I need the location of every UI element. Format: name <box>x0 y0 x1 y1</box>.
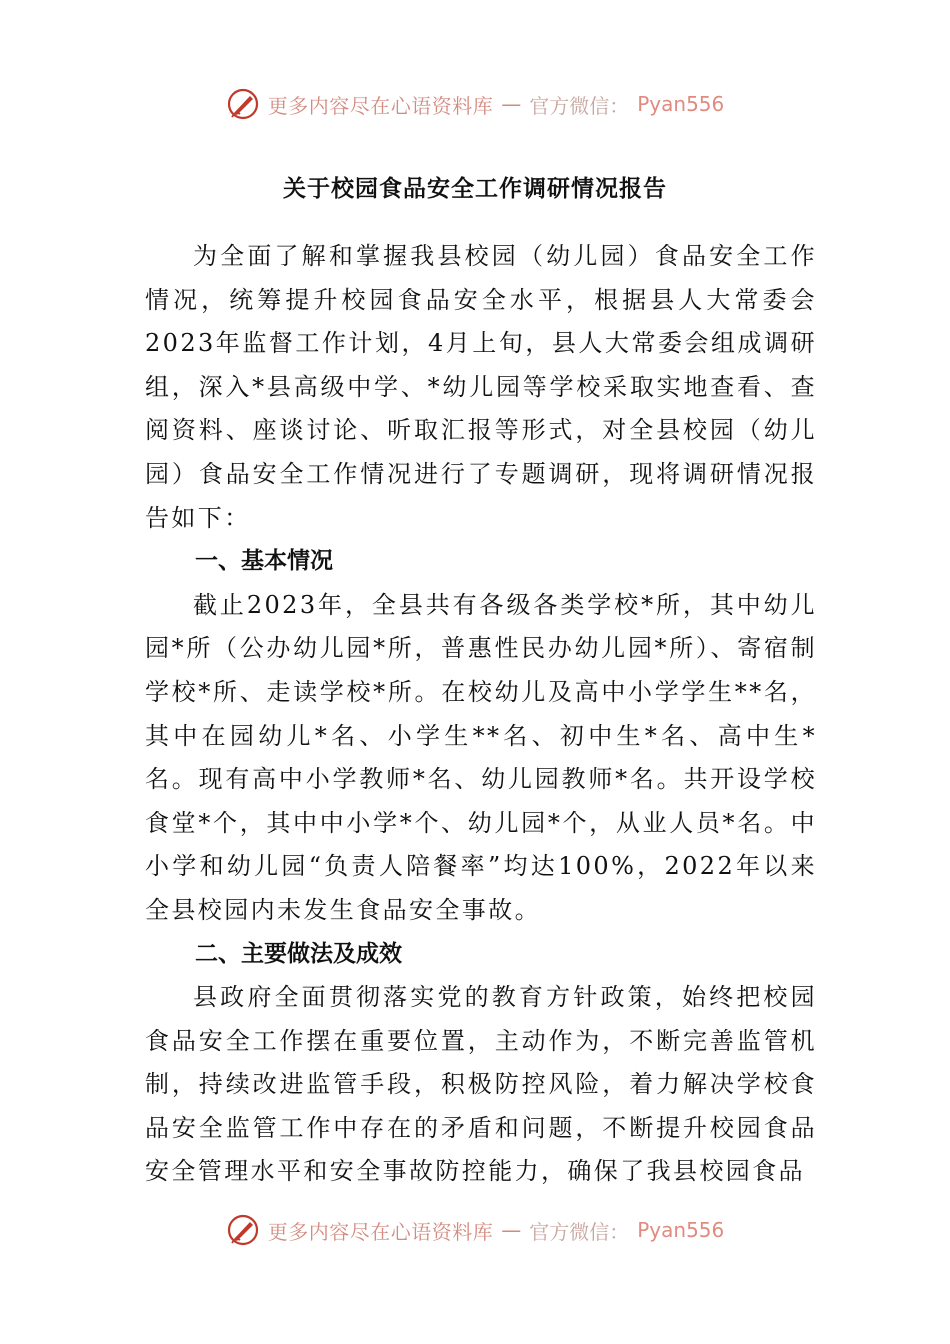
section2-heading: 二、主要做法及成效 <box>195 940 402 967</box>
watermark-dash: — <box>501 92 522 116</box>
header-watermark <box>0 84 950 124</box>
watermark-wechat-label: 官方微信： <box>529 93 630 118</box>
footer-watermark <box>0 1210 950 1250</box>
section1-paragraph: 截止2023年，全县共有各级各类学校*所，其中幼儿园*所（公办幼儿园*所，普惠性民办幼儿园*所）、寄宿制学校*所、走读学校*所。在校幼儿及高中小学学生**名，其中在园幼儿*名、小学生**名、初中生*名、高中生*名。现有高中小学教师*名、幼儿园教师*名。共开设学校食堂*个，其中中小学*个、幼儿园*个，从业人员*名。中小学和幼儿园“负责人陪餐率”均达100%，2022年以来全县校园内未发生食品安全事故。 <box>145 590 817 924</box>
section1-heading: 一、基本情况 <box>195 548 333 575</box>
watermark-text: 更多内容尽在心语资料库 <box>267 1219 494 1244</box>
watermark-wechat-label: 官方微信： <box>529 1219 630 1244</box>
document-body <box>145 235 817 1194</box>
section2-paragraph: 县政府全面贯彻落实党的教育方针政策，始终把校园食品安全工作摆在重要位置，主动作为，不断完善监管机制，持续改进监管手段，积极防控风险，着力解决学校食品安全监管工作中存在的矛盾和问题，不断提升校园食品安全管理水平和安全事故防控能力，确保了我县校园食品 <box>145 983 817 1186</box>
pen-circle-logo-icon <box>226 87 260 121</box>
watermark-wechat-id: Pyan556 <box>637 1218 725 1242</box>
pen-circle-logo-icon <box>226 1213 260 1247</box>
document-title: 关于校园食品安全工作调研情况报告 <box>283 175 667 202</box>
watermark-text: 更多内容尽在心语资料库 <box>267 93 494 118</box>
intro-paragraph: 为全面了解和掌握我县校园（幼儿园）食品安全工作情况，统筹提升校园食品安全水平，根据县人大常委会2023年监督工作计划，4月上旬，县人大常委会组成调研组，深入*县高级中学、*幼儿园等学校采取实地查看、查阅资料、座谈讨论、听取汇报等形式，对全县校园（幼儿园）食品安全工作情况进行了专题调研，现将调研情况报告如下： <box>145 242 817 532</box>
watermark-dash: — <box>501 1218 522 1242</box>
watermark-wechat-id: Pyan556 <box>637 92 725 116</box>
